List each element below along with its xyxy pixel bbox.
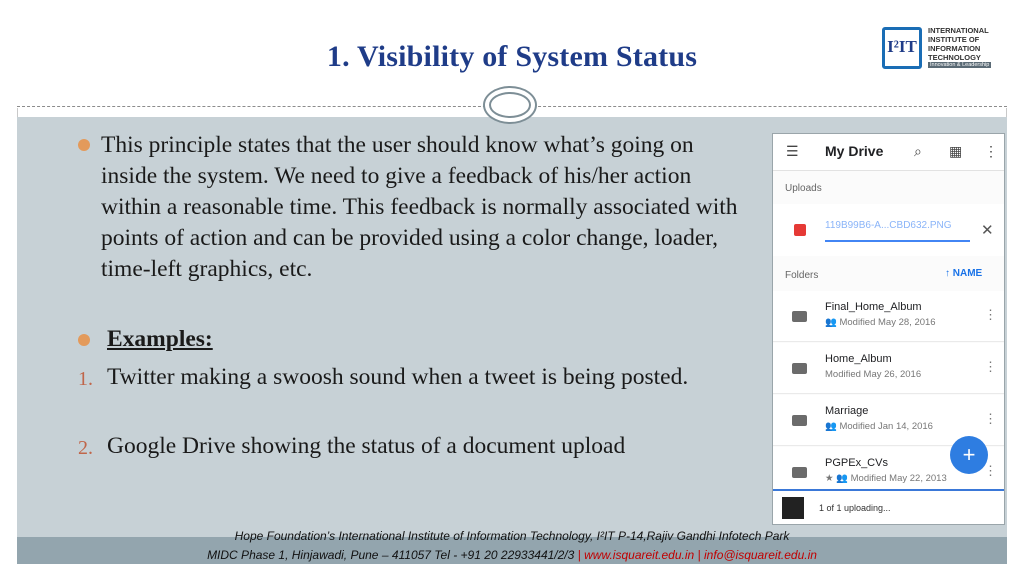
folder-icon [792,415,807,426]
logo-mark: I²IT [887,37,917,56]
drive-screenshot [772,133,1005,525]
close-icon[interactable]: ✕ [981,222,994,239]
upload-thumbnail [782,497,804,519]
slide-title: 1. Visibility of System Status [326,40,698,73]
upload-status-bar [773,489,1004,525]
example-number: 2. [78,437,93,459]
website-link[interactable]: www.isquareit.edu.in [584,548,695,562]
folder-row[interactable] [773,343,1004,394]
uploads-label: Uploads [785,183,822,194]
logo-line: INSTITUTE OF [928,35,980,44]
folder-meta: Modified May 26, 2016 [825,369,922,380]
logo-line: INTERNATIONAL [928,26,989,35]
footer-address-line1: Hope Foundation’s International Institute of Information Technology, I²IT P-14,Rajiv Gandhi Infotech Park [234,529,790,543]
footer-separator: | [697,548,701,562]
folder-name: PGPEx_CVs [825,457,888,469]
shared-icon: 👥 [825,421,840,432]
folder-name: Home_Album [825,353,892,365]
more-vert-icon[interactable]: ⋮ [984,463,997,478]
example-item: Google Drive showing the status of a document upload [107,433,626,459]
sort-name-button[interactable]: ↑ NAME [945,268,983,279]
example-number: 1. [78,368,93,390]
folder-name: Marriage [825,405,869,417]
upload-progress-bar [825,240,970,242]
folder-name: Final_Home_Album [825,301,922,313]
upload-row [773,204,1004,256]
bullet-dot-icon [78,334,90,346]
folder-meta: ★ 👥 Modified May 22, 2013 [825,473,947,484]
footer-address-line2 [17,548,1007,562]
add-fab-button[interactable]: + [950,436,988,474]
logo-tagline: Innovation & Leadership [930,62,990,68]
more-vert-icon[interactable]: ⋮ [984,143,998,159]
logo-line: INFORMATION [928,44,981,53]
examples-heading: Examples: [107,326,213,352]
image-file-icon [794,224,806,236]
upload-filename: 119B99B6-A...CBD632.PNG [825,220,952,231]
email-link[interactable]: info@isquareit.edu.in [704,548,817,562]
footer-separator: | [577,548,581,562]
bullet-dot-icon [78,139,90,151]
more-vert-icon[interactable]: ⋮ [984,359,997,374]
folder-icon [792,311,807,322]
more-vert-icon[interactable]: ⋮ [984,307,997,322]
shared-icon: 👥 [825,317,840,328]
folder-icon [792,467,807,478]
search-icon[interactable]: ⌕ [914,143,922,159]
drive-title: My Drive [825,143,884,159]
shared-icon: 👥 [836,473,851,484]
folders-label: Folders [785,270,819,281]
logo-text [928,26,989,62]
drive-toolbar [773,134,1004,171]
folder-icon [792,363,807,374]
uploading-status: 1 of 1 uploading... [819,503,891,513]
star-icon: ★ [825,473,837,484]
circle-ornament-icon [483,86,537,124]
folder-meta: 👥 Modified May 28, 2016 [825,317,936,328]
example-item: Twitter making a swoosh sound when a tweet is being posted. [107,364,689,390]
footer-contact: MIDC Phase 1, Hinjawadi, Pune – 411057 Tel - +91 20 22933441/2/3 [207,548,575,562]
folder-row[interactable] [773,291,1004,342]
logo-line: TECHNOLOGY [928,53,981,62]
folder-meta: 👥 Modified Jan 14, 2016 [825,421,933,432]
menu-icon[interactable]: ☰ [786,143,799,159]
institute-logo [882,25,992,75]
principle-paragraph: This principle states that the user should know what’s going on inside the system. We need to give a feedback of his/her action within a reasonable time. This feedback is normally associated with points of action and can be provided using a color change, loader, time-left graphics, etc. [101,132,738,282]
grid-view-icon[interactable]: ▦ [949,143,963,159]
more-vert-icon[interactable]: ⋮ [984,411,997,426]
